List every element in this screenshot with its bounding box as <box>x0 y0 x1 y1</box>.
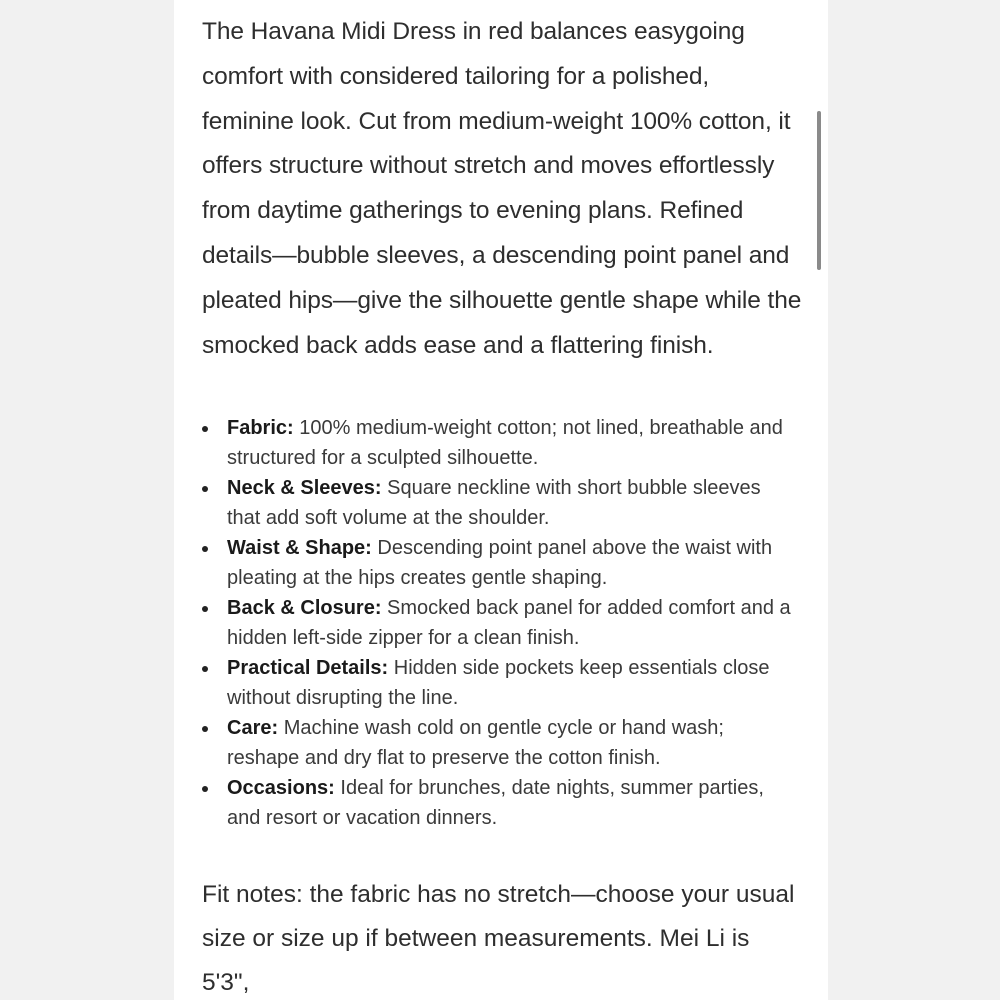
bullet-icon <box>202 666 208 672</box>
feature-item-neck-sleeves <box>202 473 792 533</box>
feature-item-practical-details <box>202 653 792 713</box>
feature-item-waist-shape <box>202 533 792 593</box>
feature-text: Square neckline with short bubble sleeves that add soft volume at the shoulder. <box>227 477 761 530</box>
feature-item-fabric <box>202 413 792 473</box>
feature-item-care <box>202 713 792 773</box>
feature-list <box>202 413 792 833</box>
feature-label: Fabric: <box>227 417 294 440</box>
feature-item-back-closure <box>202 593 792 653</box>
bullet-icon <box>202 486 208 492</box>
description-content <box>202 10 802 1000</box>
intro-paragraph: The Havana Midi Dress in red balances easygoing comfort with considered tailoring for a polished, feminine look. Cut from medium-weight 100% cotton, it offers structure without stretch and moves effortlessly from daytime gatherings to evening plans. Refined details—bubble sleeves, a descending point panel and pleated hips—give the silhouette gentle shape while the smocked back adds ease and a flattering finish. <box>202 18 802 359</box>
feature-label: Neck & Sleeves: <box>227 477 382 500</box>
bullet-icon <box>202 546 208 552</box>
bullet-icon <box>202 426 208 432</box>
bullet-icon <box>202 726 208 732</box>
feature-text: Smocked back panel for added comfort and a hidden left-side zipper for a clean finish. <box>227 597 791 650</box>
feature-text: Machine wash cold on gentle cycle or hand wash; reshape and dry flat to preserve the cotton finish. <box>227 717 724 770</box>
feature-label: Waist & Shape: <box>227 537 372 560</box>
feature-item-occasions <box>202 773 792 833</box>
feature-label: Back & Closure: <box>227 597 382 620</box>
feature-text: Hidden side pockets keep essentials close without disrupting the line. <box>227 657 770 710</box>
bullet-icon <box>202 606 208 612</box>
feature-label: Care: <box>227 717 279 740</box>
vertical-scrollbar[interactable] <box>817 111 821 270</box>
product-description-page <box>174 0 828 1000</box>
feature-label: Occasions: <box>227 777 335 800</box>
fit-notes-paragraph: Fit notes: the fabric has no stretch—choose your usual size or size up if between measurements. Mei Li is 5'3", <box>202 881 795 997</box>
feature-text: Ideal for brunches, date nights, summer parties, and resort or vacation dinners. <box>227 777 764 830</box>
feature-text: 100% medium-weight cotton; not lined, breathable and structured for a sculpted silhouette. <box>227 417 783 470</box>
feature-text: Descending point panel above the waist with pleating at the hips creates gentle shaping. <box>227 537 773 590</box>
bullet-icon <box>202 786 208 792</box>
feature-label: Practical Details: <box>227 657 389 680</box>
